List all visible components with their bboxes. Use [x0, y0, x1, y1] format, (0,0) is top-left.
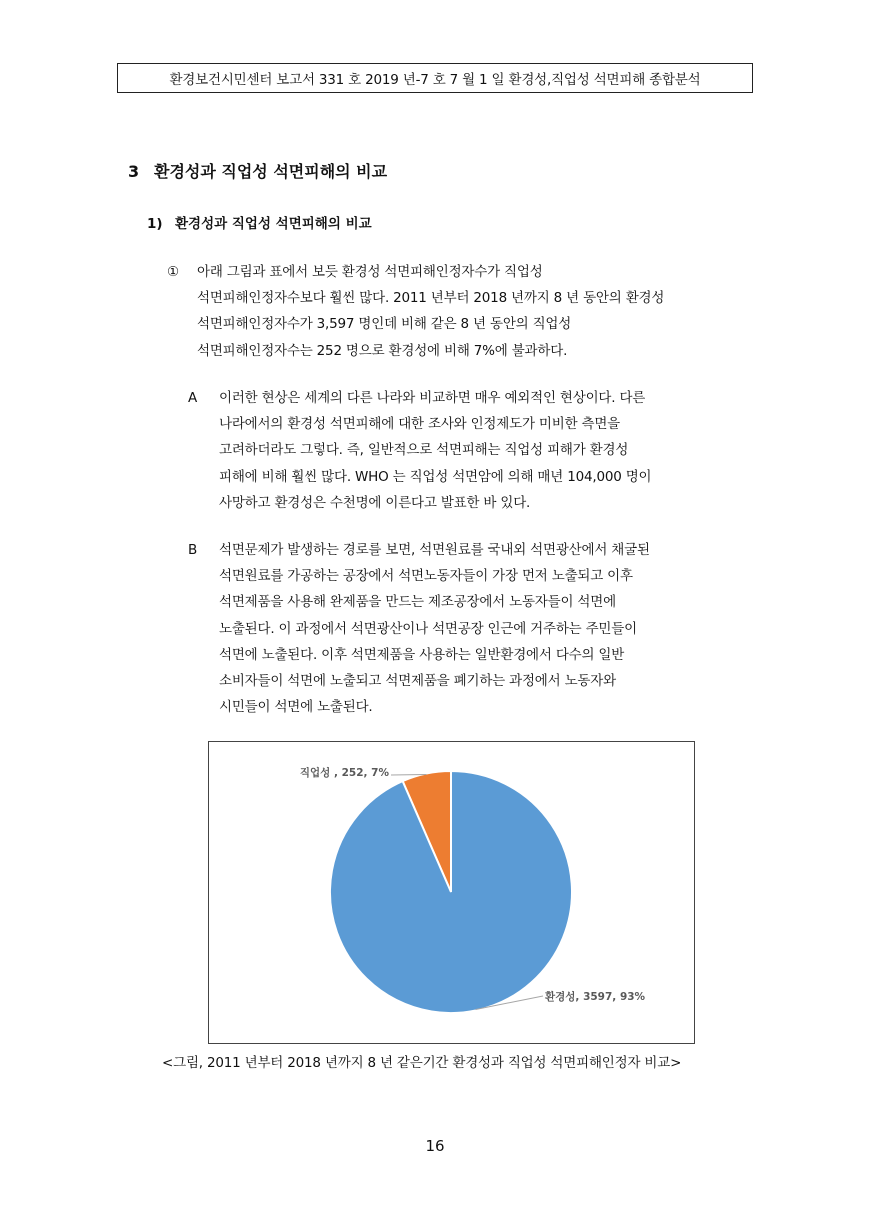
paragraph-line: 석면에 노출된다. 이후 석면제품을 사용하는 일반환경에서 다수의 일반 — [219, 646, 625, 663]
paragraph-body — [197, 259, 664, 364]
pie-chart — [209, 742, 694, 1043]
report-header — [117, 63, 753, 93]
section-title: 환경성과 직업성 석면피해의 비교 — [154, 162, 388, 181]
paragraph-line: 석면원료를 가공하는 공장에서 석면노동자들이 가장 먼저 노출되고 이후 — [219, 568, 633, 585]
paragraph-marker: B — [188, 542, 198, 558]
paragraph-line: 석면피해인정자수보다 훨씬 많다. 2011 년부터 2018 년까지 8 년 동안의 환경성 — [197, 290, 665, 307]
subsection-heading — [147, 212, 372, 232]
paragraph-line: 아래 그림과 표에서 보듯 환경성 석면피해인정자수가 직업성 — [197, 264, 543, 280]
paragraph-body — [219, 537, 650, 720]
pie-data-label: 환경성, 3597, 93% — [545, 991, 646, 1003]
paragraph-body — [219, 385, 651, 516]
paragraph-line: 피해에 비해 훨씬 많다. WHO 는 직업성 석면암에 의해 매년 104,000 명이 — [219, 468, 652, 485]
paragraph-line: 사망하고 환경성은 수천명에 이른다고 발표한 바 있다. — [219, 494, 531, 511]
paragraph-line: 시민들이 석면에 노출된다. — [219, 699, 373, 716]
paragraph-line: 이러한 현상은 세계의 다른 나라와 비교하면 매우 예외적인 현상이다. 다른 — [219, 390, 646, 406]
pie-chart-frame — [208, 741, 695, 1044]
paragraph-marker: ① — [167, 264, 179, 280]
paragraph-1 — [167, 259, 664, 364]
paragraph-marker: A — [188, 390, 198, 406]
pie-slice-environmental — [330, 771, 572, 1013]
paragraph-line: 고려하더라도 그렇다. 즉, 일반적으로 석면피해는 직업성 피해가 환경성 — [219, 442, 629, 459]
paragraph-line: 석면피해인정자수는 252 명으로 환경성에 비해 7%에 불과하다. — [197, 342, 568, 359]
page-number: 16 — [425, 1137, 445, 1155]
section-number: 3 — [128, 162, 140, 181]
paragraph-line: 나라에서의 환경성 석면피해에 대한 조사와 인정제도가 미비한 측면을 — [219, 416, 621, 433]
paragraph-b — [188, 537, 650, 720]
figure-caption: <그림, 2011 년부터 2018 년까지 8 년 같은기간 환경성과 직업성 석면피해인정자 비교> — [162, 1055, 682, 1071]
paragraph-line: 석면제품을 사용해 완제품을 만드는 제조공장에서 노동자들이 석면에 — [219, 594, 616, 611]
paragraph-line: 소비자들이 석면에 노출되고 석면제품을 폐기하는 과정에서 노동자와 — [219, 673, 616, 690]
paragraph-a — [188, 385, 651, 516]
pie-data-label: 직업성 , 252, 7% — [299, 767, 389, 779]
paragraph-line: 석면피해인정자수가 3,597 명인데 비해 같은 8 년 동안의 직업성 — [197, 316, 572, 333]
report-header-text: 환경보건시민센터 보고서 331 호 2019 년-7 호 7 월 1 일 환경성,직업성 석면피해 종합분석 — [169, 72, 701, 88]
section-heading — [128, 159, 387, 182]
paragraph-line: 석면문제가 발생하는 경로를 보면, 석면원료를 국내외 석면광산에서 채굴된 — [219, 542, 650, 558]
paragraph-line: 노출된다. 이 과정에서 석면광산이나 석면공장 인근에 거주하는 주민들이 — [219, 620, 637, 637]
subsection-title: 환경성과 직업성 석면피해의 비교 — [175, 216, 372, 232]
subsection-number: 1) — [147, 216, 163, 232]
